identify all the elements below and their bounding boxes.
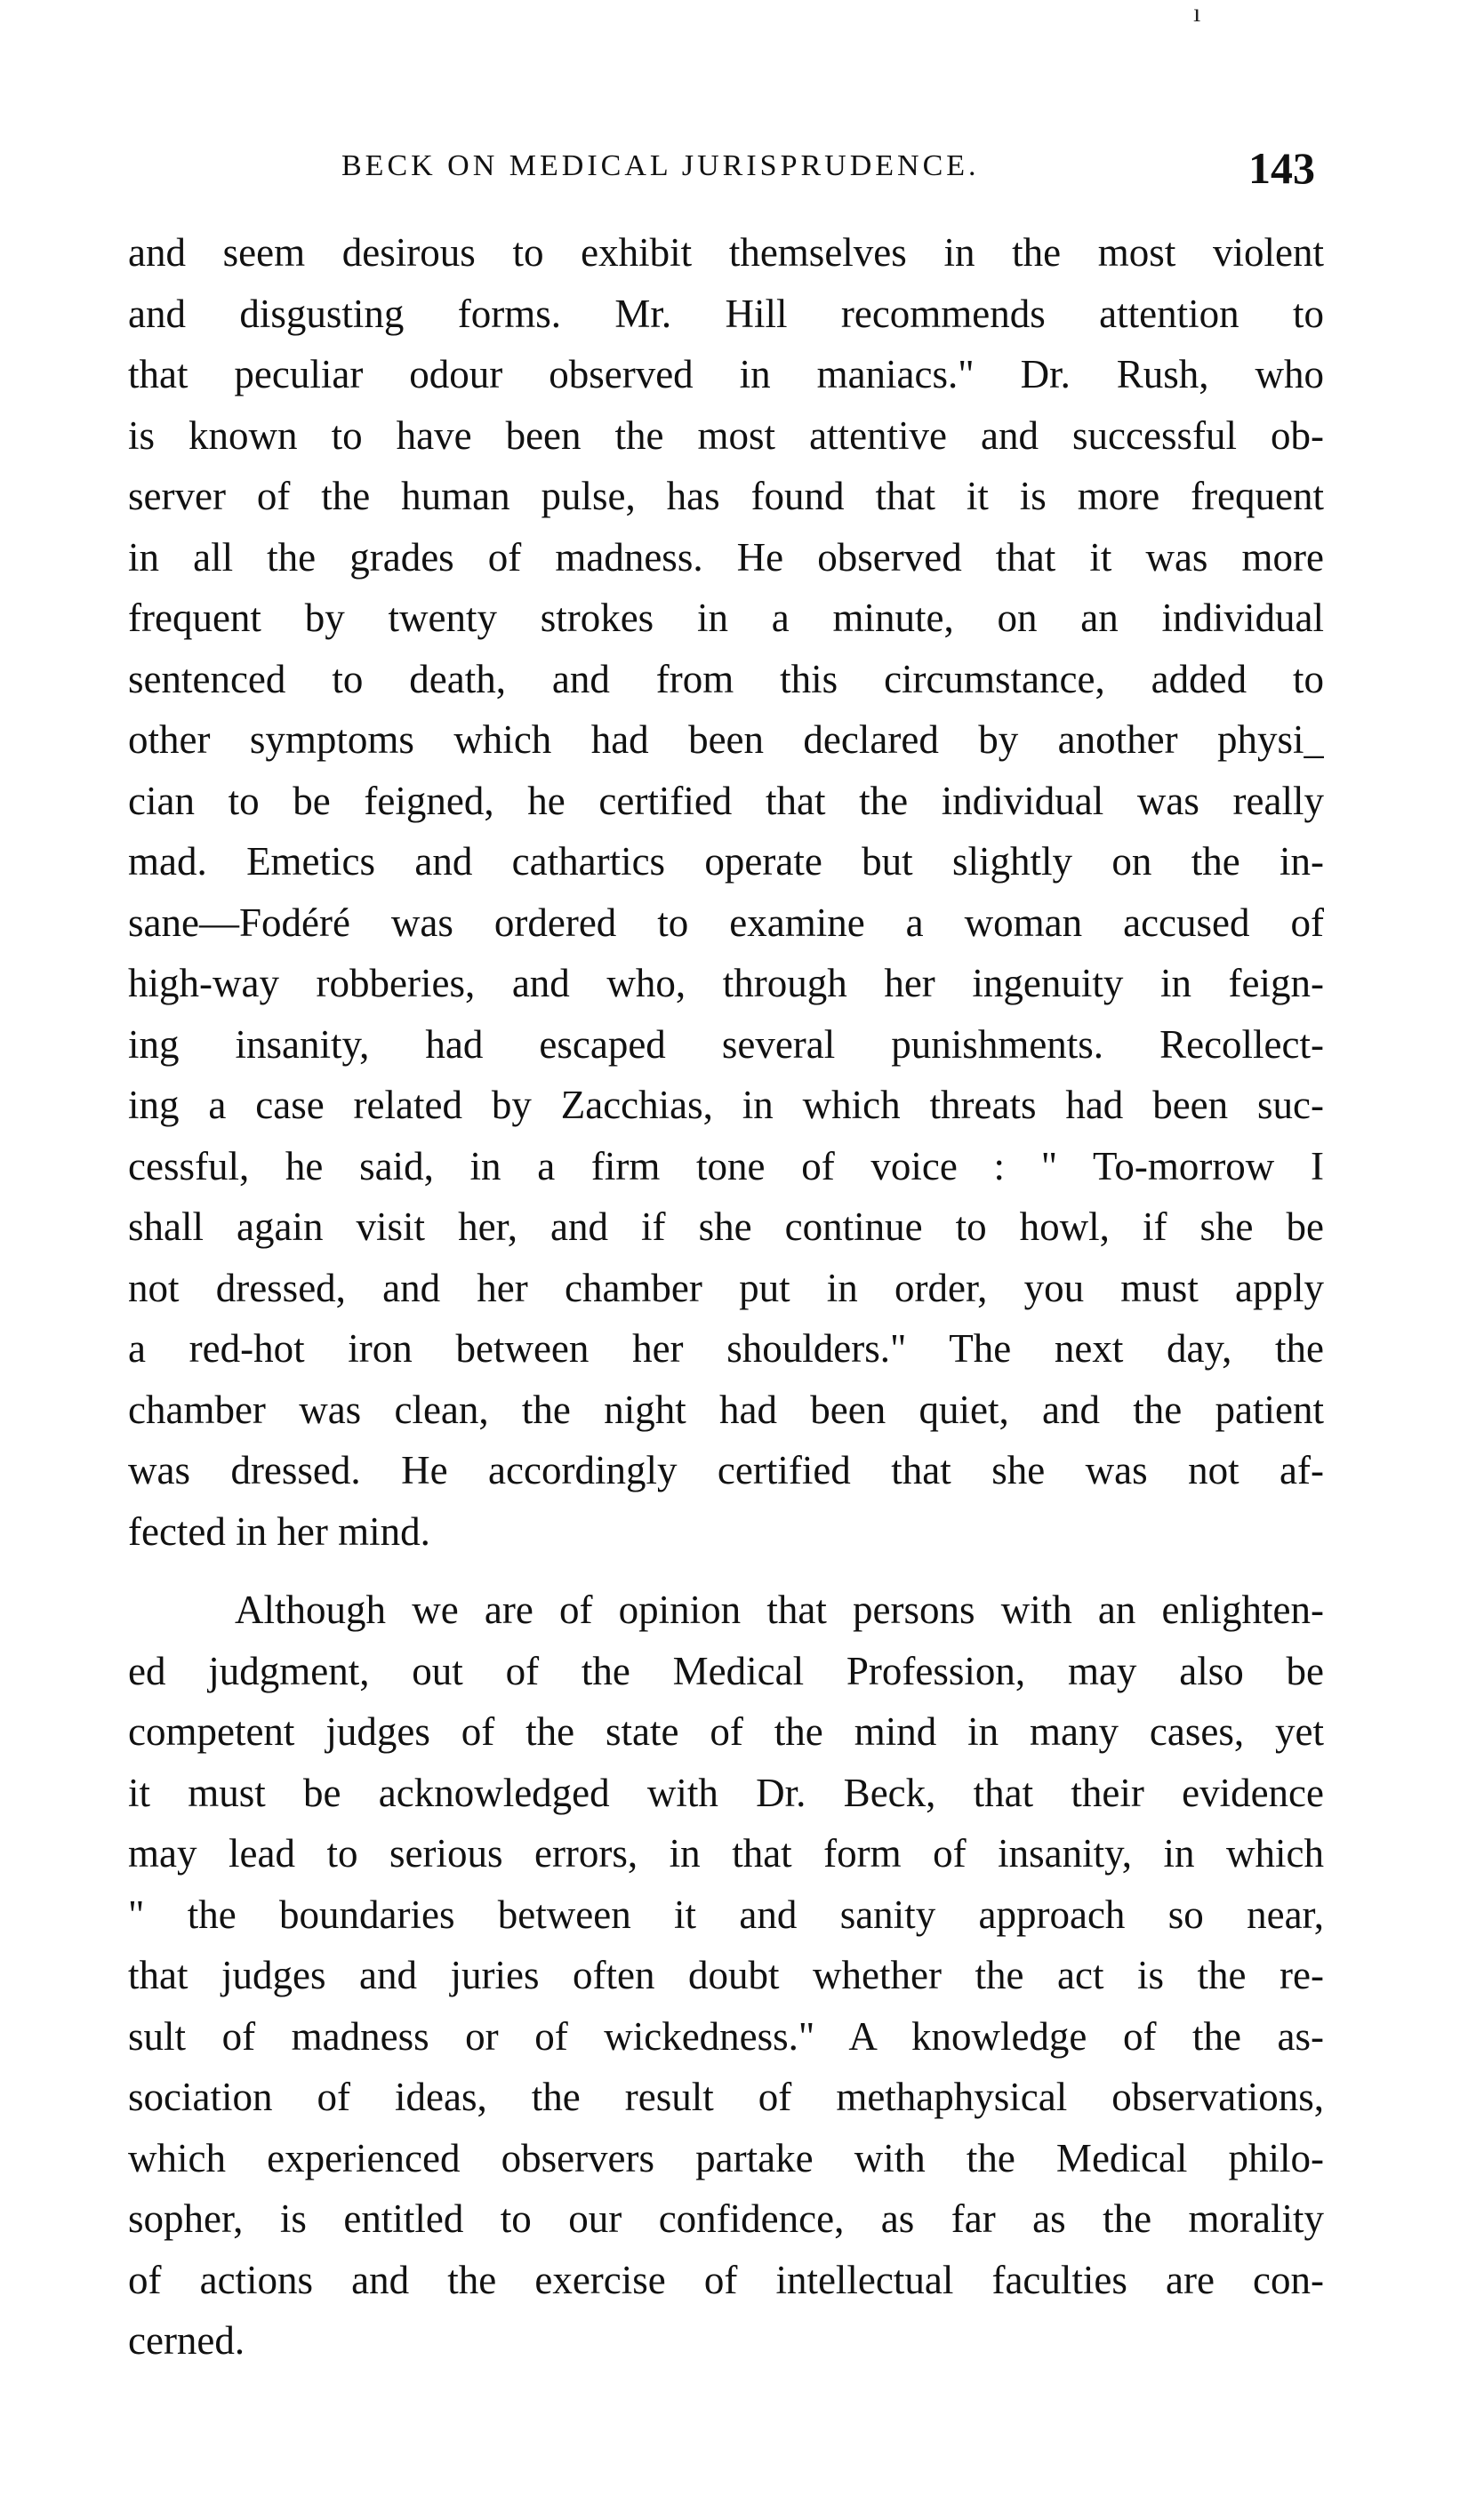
text-line: it must be acknowledged with Dr. Beck, that their evidence [128, 1770, 1324, 1815]
text-line: not dressed, and her chamber put in order, you must apply [128, 1265, 1324, 1310]
text-line: ed judgment, out of the Medical Profession, may also be [128, 1648, 1324, 1693]
text-line: fected in her mind. [128, 1508, 430, 1554]
text-line: cessful, he said, in a firm tone of voice : " To-morrow I [128, 1143, 1324, 1188]
text-line: sociation of ideas, the result of methaphysical observations, [128, 2075, 1324, 2119]
text-line: and seem desirous to exhibit themselves in the most violent [128, 230, 1324, 275]
page-number: 143 [1248, 143, 1315, 193]
text-line: frequent by twenty strokes in a minute, on an individual [128, 596, 1324, 640]
text-line: was dressed. He accordingly certified that she was not af- [128, 1448, 1324, 1492]
text-line: server of the human pulse, has found that it is more frequent [128, 474, 1324, 518]
text-line: which experienced observers partake with the Medical philo- [128, 2135, 1324, 2180]
text-line: other symptoms which had been declared by another physi_ [128, 717, 1324, 762]
text-line: cerned. [128, 2318, 245, 2363]
text-line: of actions and the exercise of intellectual faculties are con- [128, 2257, 1324, 2302]
text-line: shall again visit her, and if she continue to howl, if she be [128, 1204, 1324, 1249]
text-line: cian to be feigned, he certified that the individual was really [128, 778, 1324, 823]
text-line: is known to have been the most attentive and successful ob- [128, 412, 1324, 458]
text-line: " the boundaries between it and sanity approach so near, [128, 1892, 1324, 1937]
page-mark: ı [1193, 0, 1201, 28]
text-line: chamber was clean, the night had been quiet, and the patient [128, 1387, 1324, 1432]
running-head [128, 142, 1324, 196]
paragraph-2 [128, 1580, 1324, 2372]
text-line: in all the grades of madness. He observed that it was more [128, 534, 1324, 580]
text-line: that peculiar odour observed in maniacs." Dr. Rush, who [128, 352, 1324, 396]
text-line: sult of madness or of wickedness." A knowledge of the as- [128, 2013, 1324, 2059]
text-line: and disgusting forms. Mr. Hill recommends attention to [128, 291, 1324, 336]
text-line: that judges and juries often doubt whether the act is the re- [128, 1953, 1324, 1997]
running-title: BECK ON MEDICAL JURISPRUDENCE. [341, 149, 980, 182]
text-line: sopher, is entitled to our confidence, as far as the morality [128, 2196, 1324, 2241]
text-line: Although we are of opinion that persons with an enlighten- [235, 1588, 1324, 1632]
text-line: ing insanity, had escaped several punishments. Recollect- [128, 1021, 1324, 1067]
paragraph-gap [128, 1562, 1324, 1580]
text-line: a red-hot iron between her shoulders." The next day, the [128, 1326, 1324, 1371]
paragraph-1 [128, 222, 1324, 1562]
text-line: high-way robberies, and who, through her ingenuity in feign- [128, 961, 1324, 1005]
body-text [128, 222, 1324, 2372]
text-line: sentenced to death, and from this circumstance, added to [128, 656, 1324, 701]
text-line: competent judges of the state of the mind in many cases, yet [128, 1709, 1324, 1754]
text-line: mad. Emetics and cathartics operate but slightly on the in- [128, 839, 1324, 884]
text-line: ing a case related by Zacchias, in which threats had been suc- [128, 1083, 1324, 1127]
text-line: may lead to serious errors, in that form of insanity, in which [128, 1831, 1324, 1876]
text-line: sane—Fodéré was ordered to examine a woman accused of [128, 900, 1324, 945]
